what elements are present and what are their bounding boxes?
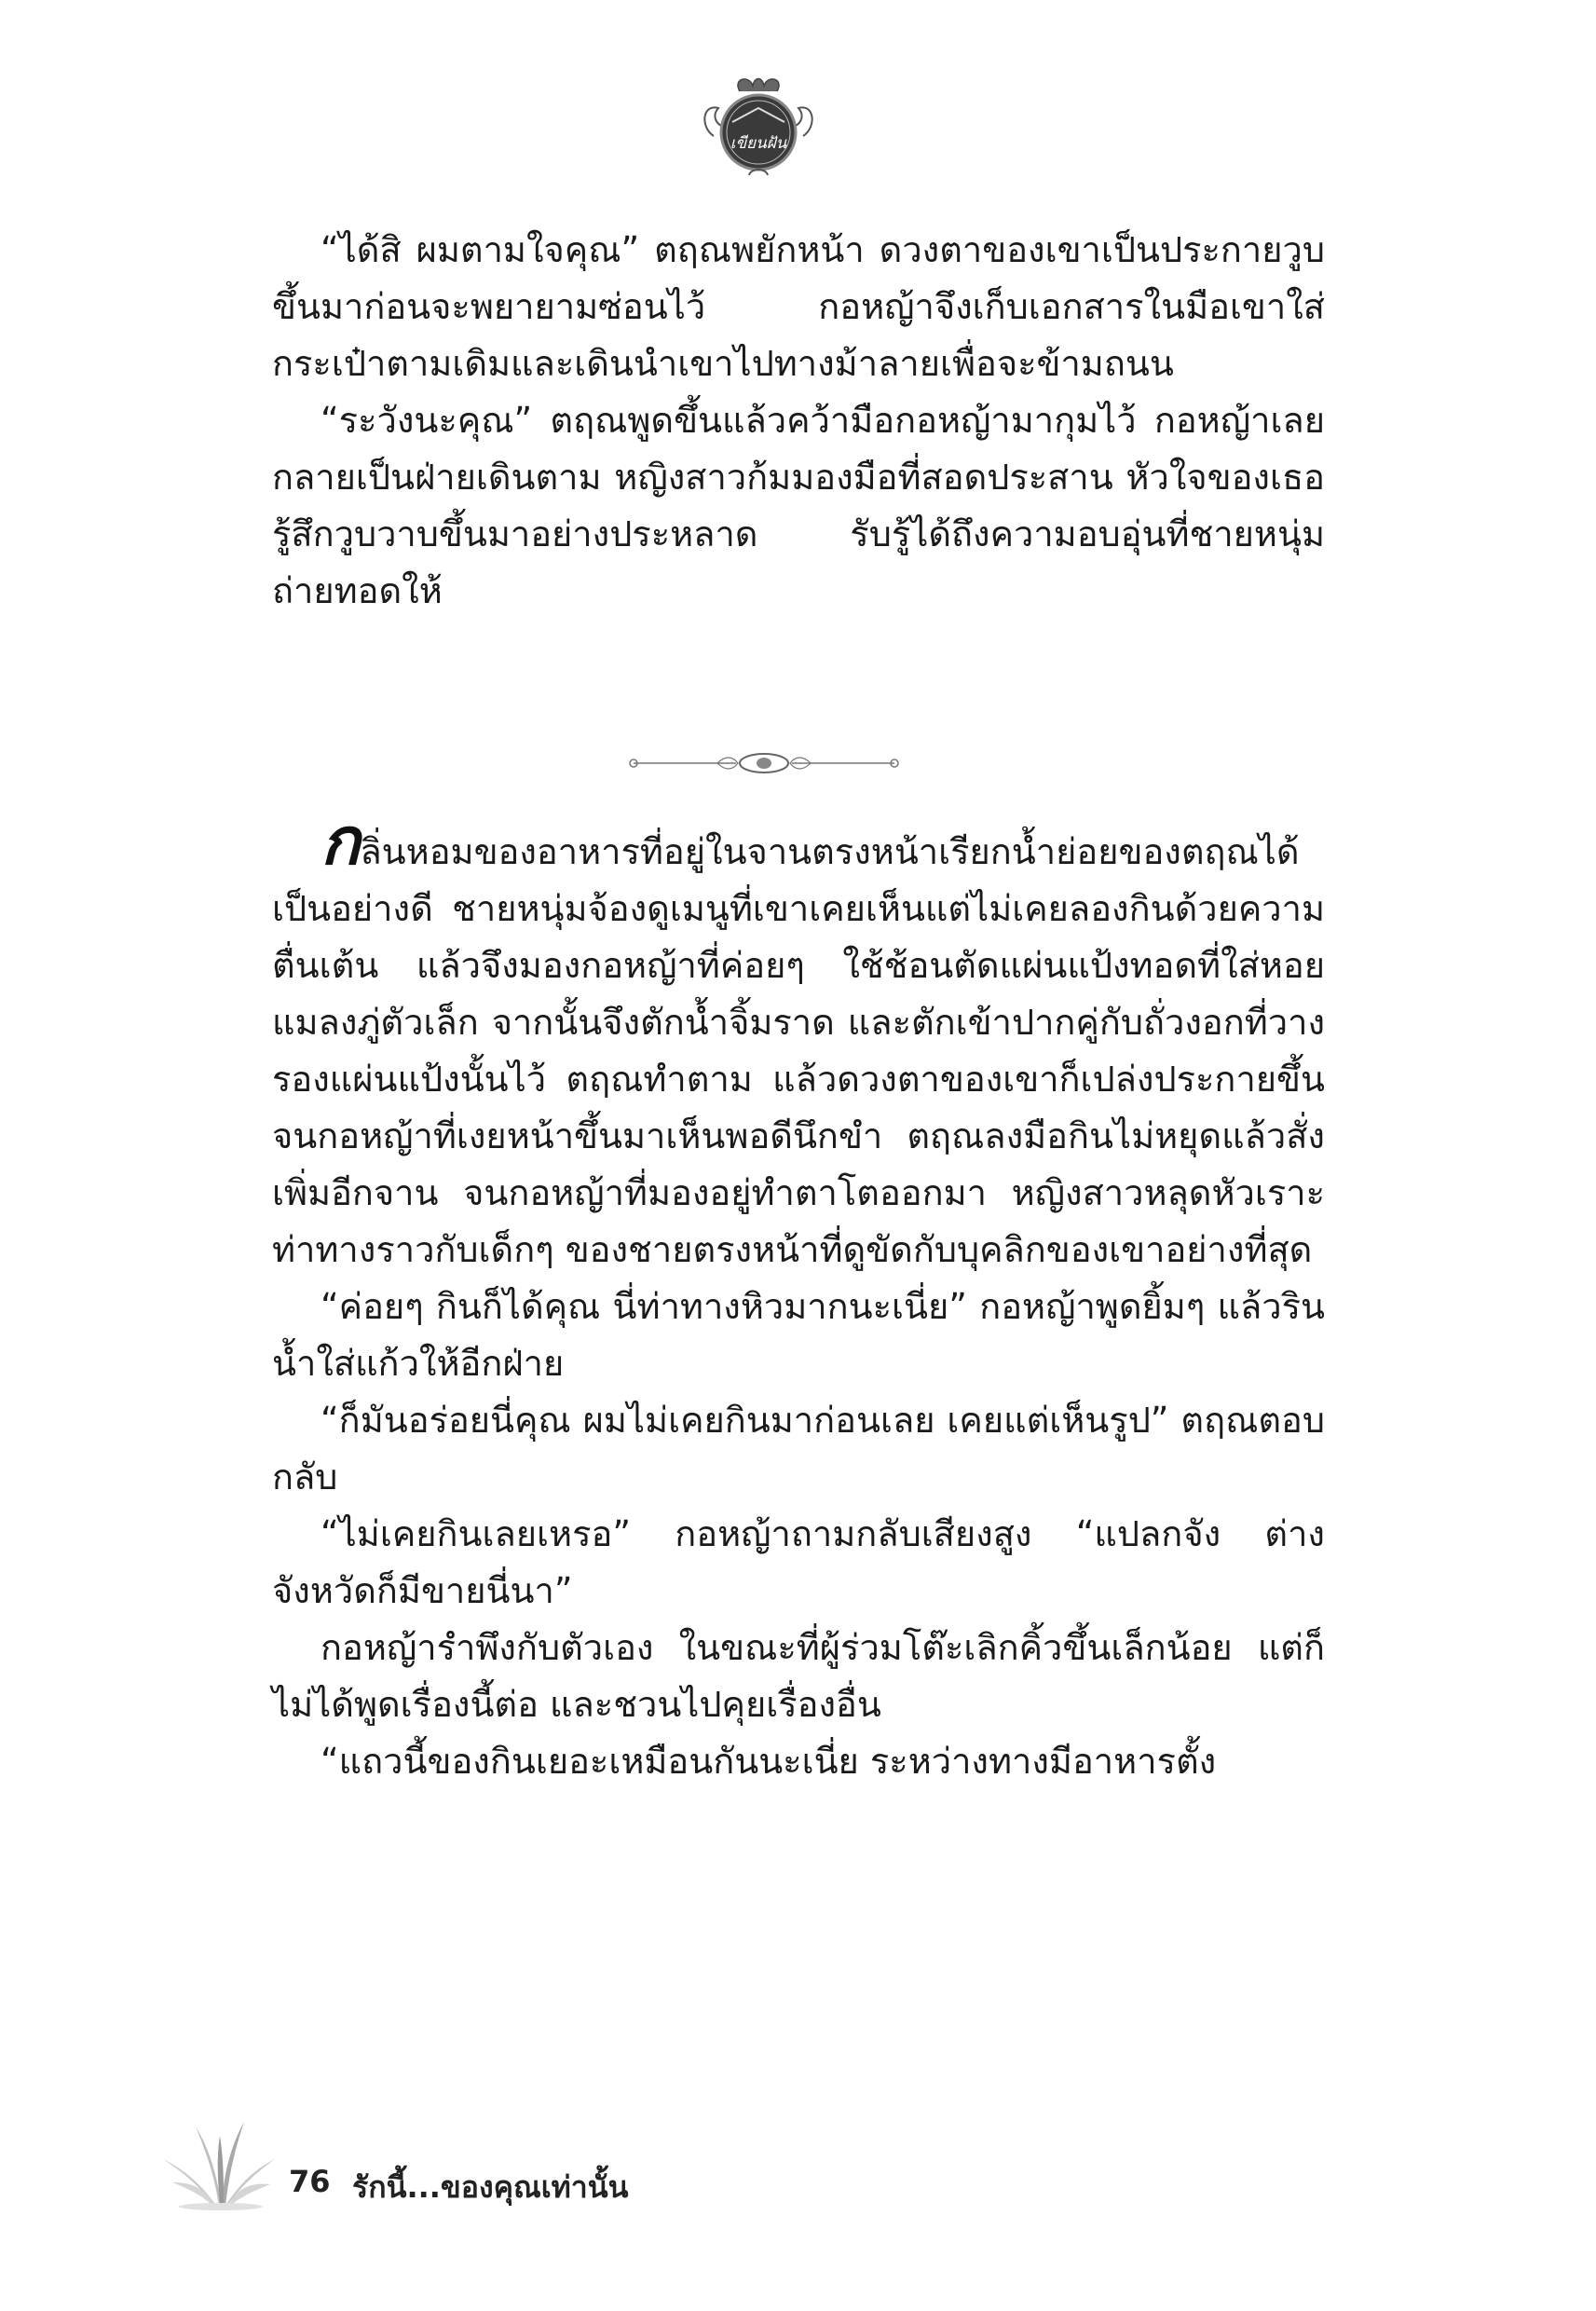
page-footer — [158, 2117, 717, 2229]
section-divider — [624, 750, 904, 776]
header-logo — [695, 71, 822, 183]
paragraph: “ได้สิ ผมตามใจคุณ” ตฤณพยักหน้า ดวงตาของเขาเป็นประกายวูบขึ้นมาก่อนจะพยายามซ่อนไว้ กอหญ้าจึงเก็บเอกสารในมือเขาใส่กระเป๋าตามเดิมและเดินนำเขาไปทางม้าลายเพื่อจะข้ามถนน — [272, 229, 1325, 384]
paragraph-text: ลิ่นหอมของอาหารที่อยู่ในจานตรงหน้าเรียกน้ำย่อยของตฤณได้เป็นอย่างดี ชายหนุ่มจ้องดูเมนูที่เขาเคยเห็นแต่ไม่เคยลองกินด้วยความตื่นเต้น แล้วจึงมองกอหญ้าที่ค่อยๆ ใช้ช้อนตัดแผ่นแป้งทอดที่ใส่หอยแมลงภู่ตัวเล็ก จากนั้นจึงตักน้ำจิ้มราด และตักเข้าปากคู่กับถั่วงอกที่วางรองแผ่นแป้งนั้นไว้ ตฤณทำตาม แล้วดวงตาของเขาก็เปล่งประกายขึ้นจนกอหญ้าที่เงยหน้าขึ้นมาเห็นพอดีนึกขำ ตฤณลงมือกินไม่หยุดแล้วสั่งเพิ่มอีกจาน จนกอหญ้าที่มองอยู่ทำตาโตออกมา หญิงสาวหลุดหัวเราะท่าทางราวกับเด็กๆ ของชายตรงหน้าที่ดูขัดกับบุคลิกของเขาอย่างที่สุด — [272, 831, 1325, 1270]
paragraph: “ไม่เคยกินเลยเหรอ” กอหญ้าถามกลับเสียงสูง “แปลกจัง ต่างจังหวัดก็มีขายนี่นา” — [272, 1513, 1325, 1611]
paragraph-with-dropcap — [272, 803, 1325, 1279]
ornament-divider-icon — [624, 750, 904, 776]
book-title: รักนี้...ของคุณเท่านั้น — [352, 2169, 629, 2205]
drop-cap: ก — [321, 803, 361, 880]
header-logo-emblem — [695, 71, 822, 183]
paragraph: “ก็มันอร่อยนี่คุณ ผมไม่เคยกินมาก่อนเลย เคยแต่เห็นรูป” ตฤณตอบกลับ — [272, 1400, 1325, 1497]
text-block-top — [272, 222, 1325, 620]
paragraph: กอหญ้ารำพึงกับตัวเอง ในขณะที่ผู้ร่วมโต๊ะเลิกคิ้วขึ้นเล็กน้อย แต่ก็ไม่ได้พูดเรื่องนี้ต่อ และชวนไปคุยเรื่องอื่น — [272, 1627, 1325, 1725]
paragraph: “ระวังนะคุณ” ตฤณพูดขึ้นแล้วคว้ามือกอหญ้ามากุมไว้ กอหญ้าเลยกลายเป็นฝ่ายเดินตาม หญิงสาวก้มมองมือที่สอดประสาน หัวใจของเธอรู้สึกวูบวาบขึ้นมาอย่างประหลาด รับรู้ได้ถึงความอบอุ่นที่ชายหนุ่มถ่ายทอดให้ — [272, 400, 1325, 611]
paragraph: “ค่อยๆ กินก็ได้คุณ นี่ท่าทางหิวมากนะเนี่ย” กอหญ้าพูดยิ้มๆ แล้วรินน้ำใส่แก้วให้อีกฝ่าย — [272, 1286, 1325, 1384]
page-number: 76 — [289, 2164, 331, 2199]
header-logo-text: เขียนฝัน — [730, 134, 787, 153]
grass-icon — [158, 2117, 280, 2210]
text-block-main — [272, 803, 1325, 1790]
paragraph: “แถวนี้ของกินเยอะเหมือนกันนะเนี่ย ระหว่างทางมีอาหารตั้ง — [321, 1741, 1217, 1782]
